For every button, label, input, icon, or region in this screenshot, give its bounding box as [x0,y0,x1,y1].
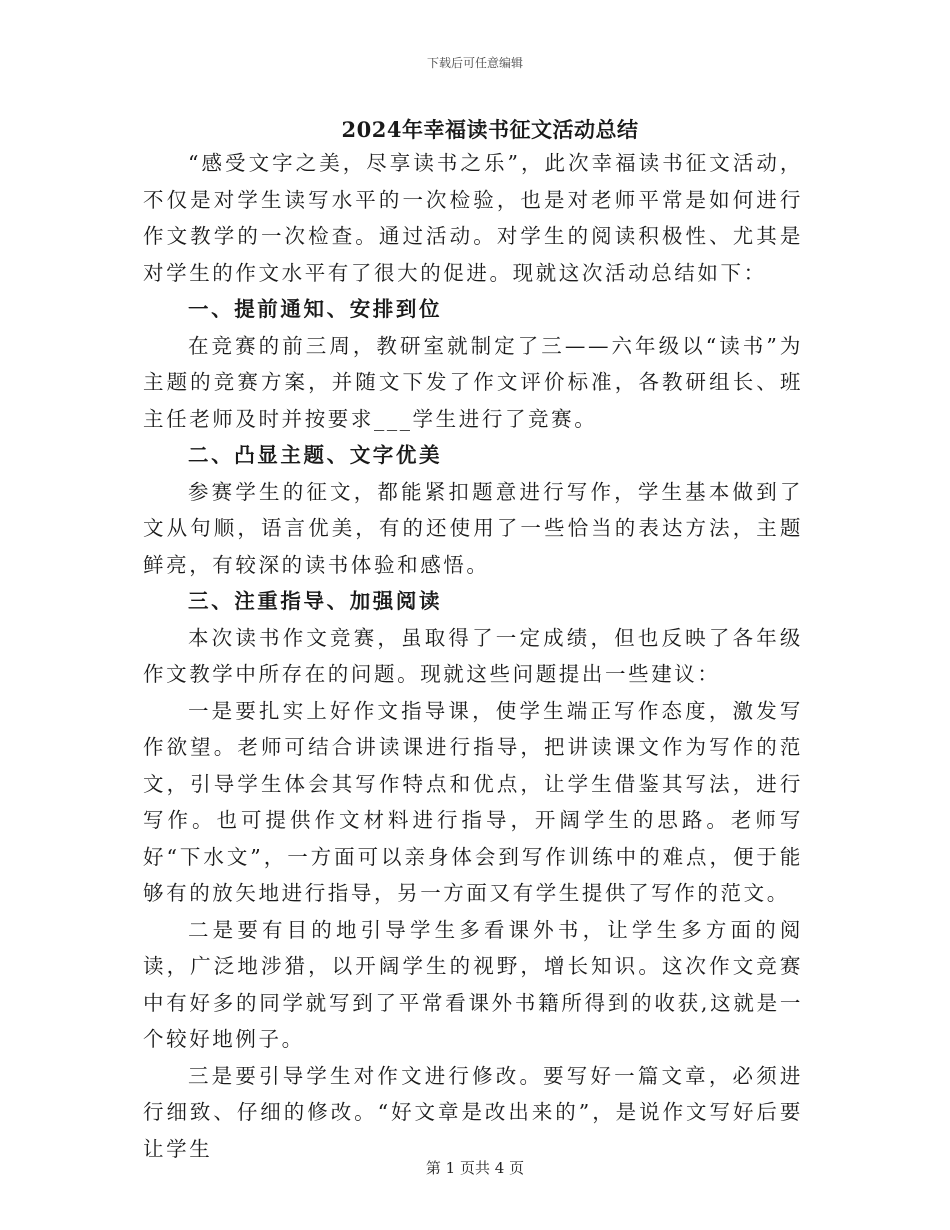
section-heading-2: 二、凸显主题、文字优美 [188,443,443,467]
header-note: 下载后可任意编辑 [426,56,523,70]
paragraph-suggestion-2: 二是要有目的地引导学生多看课外书，让学生多方面的阅读，广泛地涉猎，以开阔学生的视野，增长知识。这次作文竞赛中有好多的同学就写到了平常看课外书籍所得到的收获,这就是一个较好地例子。 [143,917,803,1051]
paragraph-section-1: 在竞赛的前三周，教研室就制定了三——六年级以“读书”为主题的竞赛方案，并随文下发了作文评价标准，各教研组长、班主任老师及时并按要求___学生进行了竞赛。 [143,333,803,431]
paragraph-section-2: 参赛学生的征文，都能紧扣题意进行写作，学生基本做到了文从句顺，语言优美，有的还使用了一些恰当的表达方法，主题鲜亮，有较深的读书体验和感悟。 [143,479,803,577]
section-heading-1: 一、提前通知、安排到位 [188,297,443,321]
paragraph-suggestion-3: 三是要引导学生对作文进行修改。要写好一篇文章，必须进行细致、仔细的修改。“好文章是改出来的”，是说作文写好后要让学生 [143,1063,803,1161]
page-number: 第 1 页共 4 页 [425,1159,525,1177]
paragraph-suggestion-1: 一是要扎实上好作文指导课，使学生端正写作态度，激发写作欲望。老师可结合讲读课进行指导，把讲读课文作为写作的范文，引导学生体会其写作特点和优点，让学生借鉴其写法，进行写作。也可提供作文材料进行指导，开阔学生的思路。老师写好“下水文”，一方面可以亲身体会到写作训练中的难点，便于能够有的放矢地进行指导，另一方面又有学生提供了写作的范文。 [143,698,803,905]
paragraph-section-3-intro: 本次读书作文竞赛，虽取得了一定成绩，但也反映了各年级作文教学中所存在的问题。现就这些问题提出一些建议： [143,625,803,686]
document-title: 2024年幸福读书征文活动总结 [341,117,639,142]
document-body [143,145,803,1167]
section-heading-3: 三、注重指导、加强阅读 [188,589,443,613]
paragraph-intro: “感受文字之美，尽享读书之乐”，此次幸福读书征文活动，不仅是对学生读写水平的一次检验，也是对老师平常是如何进行作文教学的一次检查。通过活动。对学生的阅读积极性、尤其是对学生的作文水平有了很大的促进。现就这次活动总结如下： [143,151,803,285]
